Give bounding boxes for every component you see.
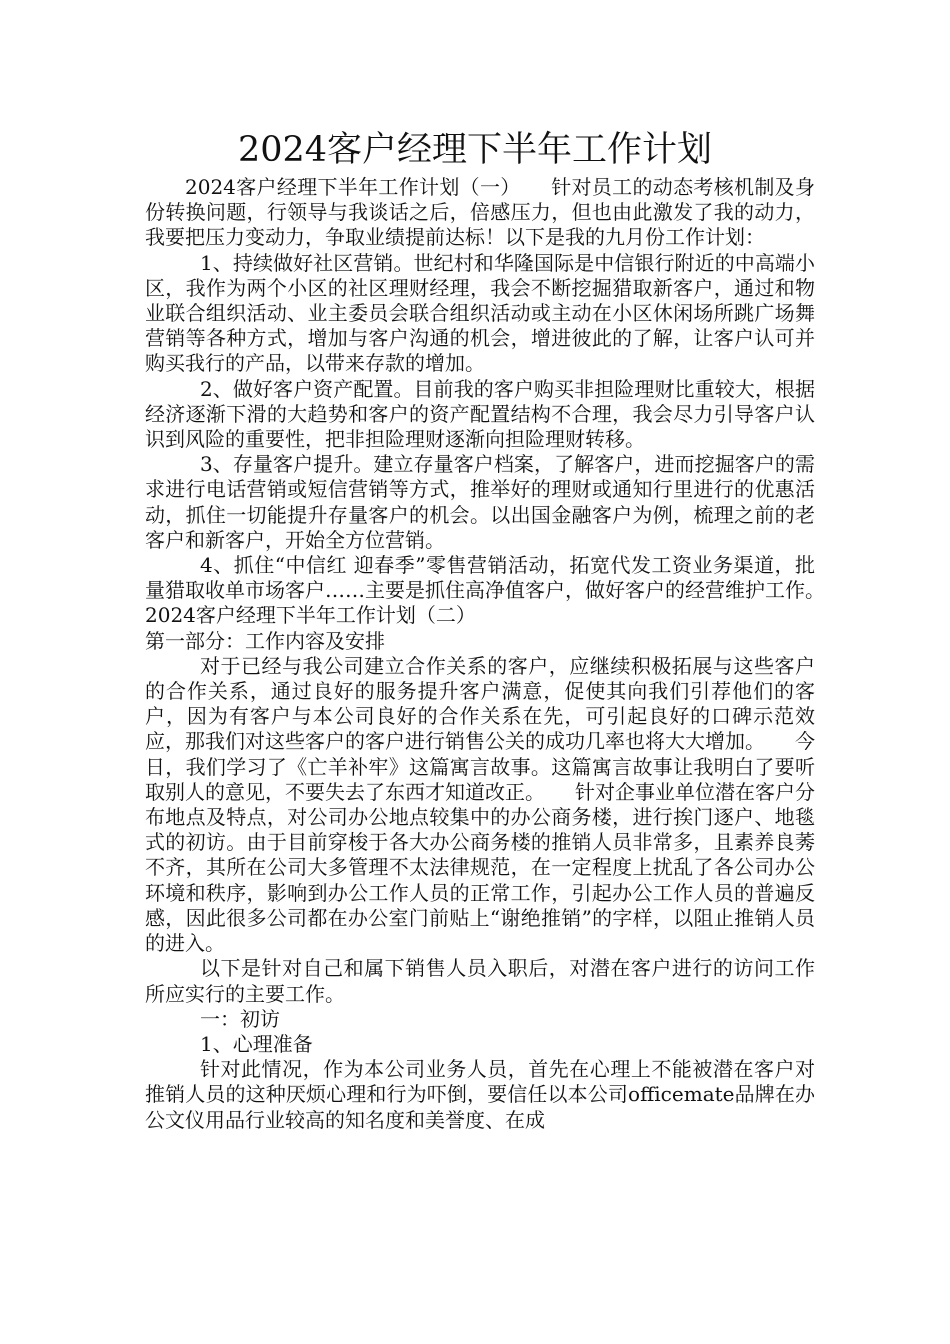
paragraph-item-4: 4、抓住“中信红 迎春季”零售营销活动，拓宽代发工资业务渠道，批量猎取收单市场客户……主要是抓住高净值客户，做好客户的经营维护工作。 2024客户经理下半年工作计划（二） bbox=[145, 553, 855, 628]
paragraph-item-1: 1、持续做好社区营销。世纪村和华隆国际是中信银行附近的中高端小区，我作为两个小区的社区理财经理，我会不断挖掘猎取新客户，通过和物业联合组织活动、业主委员会联合组织活动或主动在小区休闲场所跳广场舞营销等各种方式，增加与客户沟通的机会，增进彼此的了解，让客户认可并购买我行的产品，以带来存款的增加。 bbox=[145, 250, 815, 376]
paragraph-existing-clients: 对于已经与我公司建立合作关系的客户，应继续积极拓展与这些客户的合作关系，通过良好的服务提升客户满意，促使其向我们引荐他们的客户，因为有客户与本公司良好的合作关系在先，可引起良好的口碑示范效应，那我们对这些客户的客户进行销售公关的成功几率也将大大增加。 今日，我们学习了《亡羊补牢》这篇寓言故事。这篇寓言故事让我明白了要听取别人的意见，不要失去了东西才知道改正。 针对企事业单位潜在客户分布地点及特点，对公司办公地点较集中的办公商务楼，进行挨门逐户、地毯式的初访。由于目前穿梭于各大办公商务楼的推销人员非常多，且素养良莠不齐，其所在公司大多管理不太法律规范，在一定程度上扰乱了各公司办公环境和秩序，影响到办公工作人员的正常工作，引起办公工作人员的普遍反感，因此很多公司都在办公室门前贴上“谢绝推销”的字样，以阻止推销人员的进入。 bbox=[145, 653, 815, 956]
section-heading-part-one: 第一部分：工作内容及安排 bbox=[145, 628, 385, 653]
paragraph-intro: 2024客户经理下半年工作计划（一） 针对员工的动态考核机制及身份转换问题，行领导与我谈话之后，倍感压力，但也由此激发了我的动力，我要把压力变动力，争取业绩提前达标！以下是我的九月份工作计划： bbox=[145, 175, 815, 250]
document-title: 2024客户经理下半年工作计划 bbox=[237, 130, 713, 170]
heading-mental-preparation: 1、心理准备 bbox=[200, 1031, 313, 1056]
heading-initial-visit: 一：初访 bbox=[200, 1006, 280, 1031]
paragraph-item-3: 3、存量客户提升。建立存量客户档案，了解客户，进而挖掘客户的需求进行电话营销或短信营销等方式，推举好的理财或通知行里进行的优惠活动，抓住一切能提升存量客户的机会。以出国金融客户为例，梳理之前的老客户和新客户，开始全方位营销。 bbox=[145, 452, 815, 552]
paragraph-mental-preparation: 针对此情况，作为本公司业务人员，首先在心理上不能被潜在客户对推销人员的这种厌烦心理和行为吓倒，要信任以本公司officemate品牌在办公文仪用品行业较高的知名度和美誉度、在成 bbox=[145, 1057, 815, 1132]
paragraph-main-work: 以下是针对自己和属下销售人员入职后，对潜在客户进行的访问工作所应实行的主要工作。 bbox=[145, 956, 815, 1006]
document-body bbox=[145, 175, 855, 1133]
paragraph-item-2: 2、做好客户资产配置。目前我的客户购买非担险理财比重较大，根据经济逐渐下滑的大趋势和客户的资产配置结构不合理，我会尽力引导客户认识到风险的重要性，把非担险理财逐渐向担险理财转移。 bbox=[145, 376, 815, 452]
